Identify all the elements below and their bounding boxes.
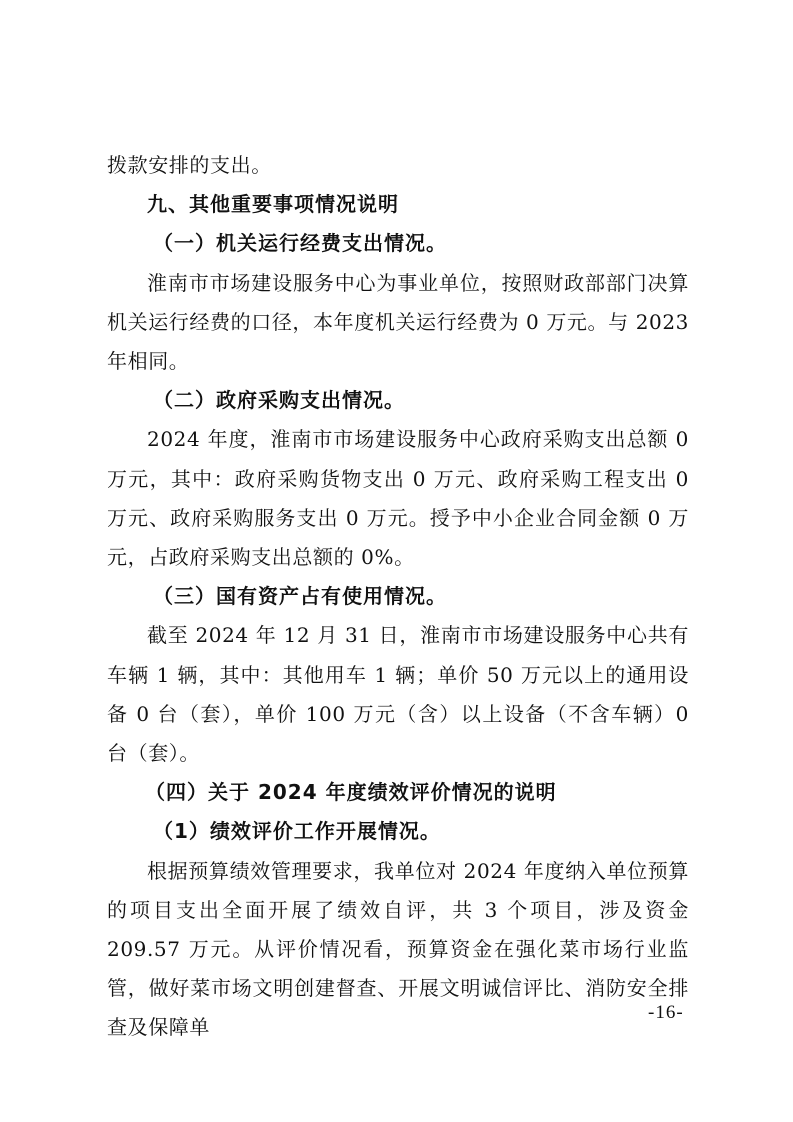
section-heading: 九、其他重要事项情况说明 [147,192,399,217]
subsection-heading-4: （四）关于 2024 年度绩效评价情况的说明 [145,780,557,805]
page-number: -16- [648,1002,684,1023]
subsection-heading-1: （一）机关运行经费支出情况。 [153,231,447,256]
subsection-heading-4-1: （1）绩效评价工作开展情况。 [153,819,441,844]
paragraph-performance-evaluation: 根据预算绩效管理要求，我单位对 2024 年度纳入单位预算的项目支出全面开展了绩效自评，共 3 个项目，涉及资金 209.57 万元。从评价情况看，预算资金在强化菜市场行业监管，做好菜市场文明创建督查、开展文明诚信评比、消防安全排查及保障单 [107,858,689,1040]
paragraph-continuation: 拨款安排的支出。 [107,153,272,177]
paragraph-operating-expenses: 淮南市市场建设服务中心为事业单位，按照财政部部门决算机关运行经费的口径，本年度机关运行经费为 0 万元。与 2023 年相同。 [107,270,689,374]
subsection-heading-2: （二）政府采购支出情况。 [153,388,405,413]
subsection-heading-3: （三）国有资产占有使用情况。 [153,584,447,609]
paragraph-procurement: 2024 年度，淮南市市场建设服务中心政府采购支出总额 0 万元，其中：政府采购货物支出 0 万元、政府采购工程支出 0 万元、政府采购服务支出 0 万元。授予中小企业合同金额 0 万元，占政府采购支出总额的 0%。 [107,427,689,570]
document-body [107,146,689,1048]
paragraph-state-assets: 截至 2024 年 12 月 31 日，淮南市市场建设服务中心共有车辆 1 辆，其中：其他用车 1 辆；单价 50 万元以上的通用设备 0 台（套），单价 100 万元（含）以上设备（不含车辆）0 台（套）。 [107,623,689,766]
